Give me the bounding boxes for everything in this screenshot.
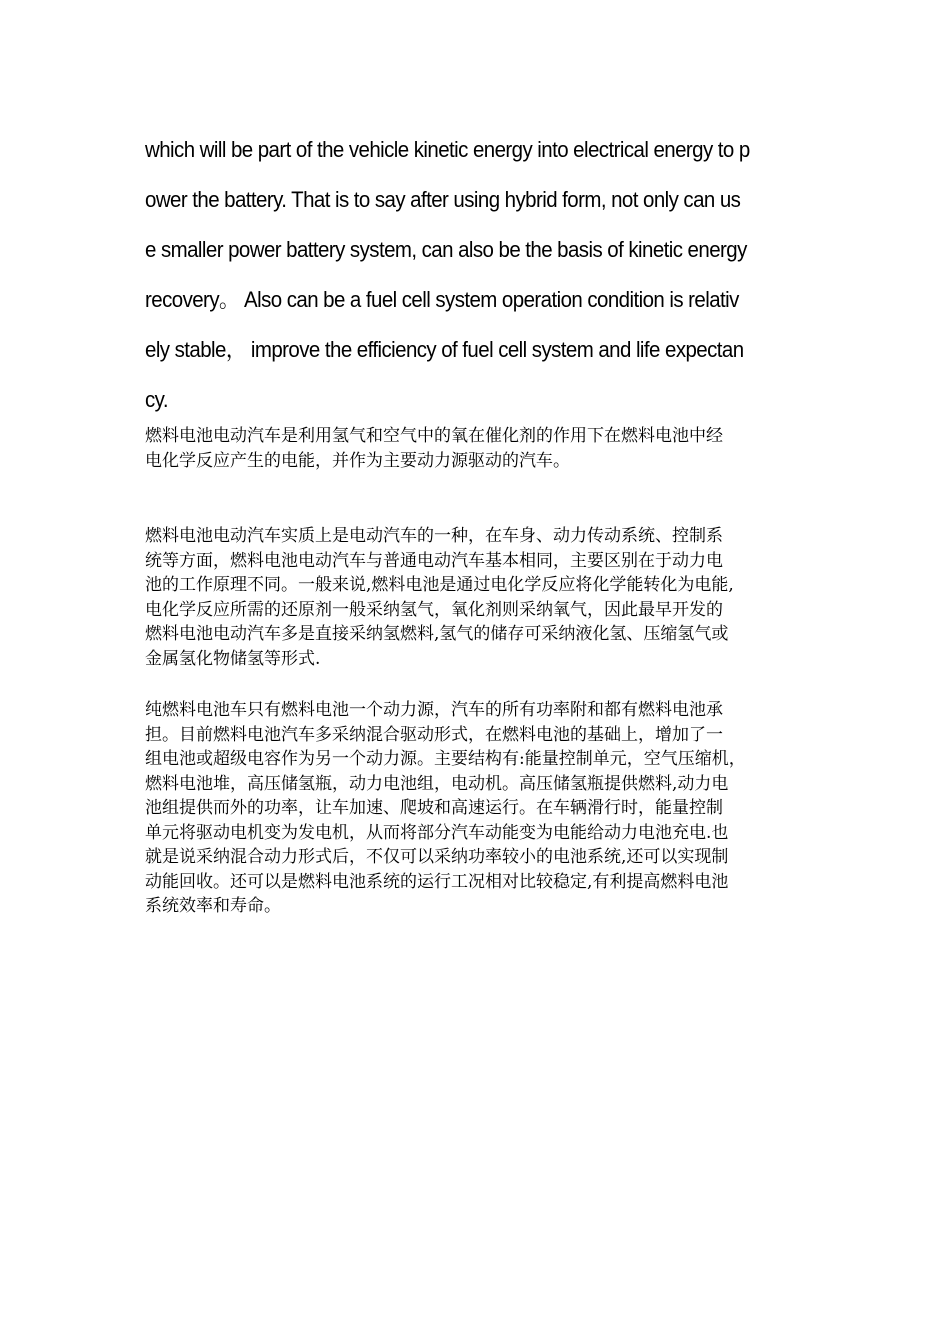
chinese-line: 动能回收。还可以是燃料电池系统的运行工况相对比较稳定,有利提高燃料电池 xyxy=(145,871,729,892)
english-line: ower the battery. That is to say after using hybrid form, not only can us xyxy=(145,187,741,212)
english-line: which will be part of the vehicle kinetic energy into electrical energy to p xyxy=(145,137,750,162)
english-line: cy. xyxy=(145,387,168,412)
english-line: ely stable， improve the efficiency of fuel cell system and life expectan xyxy=(145,337,744,362)
chinese-line: 燃料电池堆，高压储氢瓶，动力电池组，电动机。高压储氢瓶提供燃料,动力电 xyxy=(145,773,729,794)
chinese-line: 就是说采纳混合动力形式后，不仅可以采纳功率较小的电池系统,还可以实现制 xyxy=(145,847,729,867)
english-paragraph xyxy=(145,130,777,430)
chinese-line: 组电池或超级电容作为另一个动力源。主要结构有:能量控制单元，空气压缩机， xyxy=(145,749,746,769)
chinese-line: 单元将驱动电机变为发电机，从而将部分汽车动能变为电能给动力电池充电.也 xyxy=(145,822,729,843)
chinese-paragraph-definition xyxy=(145,424,825,473)
chinese-line: 统等方面，燃料电池电动汽车与普通电动汽车基本相同，主要区别在于动力电 xyxy=(145,550,723,571)
english-line: e smaller power battery system, can also be the basis of kinetic energy xyxy=(145,237,747,262)
chinese-line: 金属氢化物储氢等形式. xyxy=(145,648,321,669)
chinese-line: 担。目前燃料电池汽车多采纳混合驱动形式，在燃料电池的基础上，增加了一 xyxy=(145,724,723,745)
chinese-line: 电化学反应所需的还原剂一般采纳氢气，氧化剂则采纳氧气，因此最早开发的 xyxy=(145,599,723,620)
chinese-line: 纯燃料电池车只有燃料电池一个动力源，汽车的所有功率附和都有燃料电池承 xyxy=(145,700,723,720)
chinese-line: 池组提供而外的功率，让车加速、爬坡和高速运行。在车辆滑行时，能量控制 xyxy=(145,798,723,818)
chinese-paragraph-structure xyxy=(145,698,825,919)
chinese-line: 燃料电池电动汽车是利用氢气和空气中的氧在催化剂的作用下在燃料电池中经 xyxy=(145,426,723,446)
chinese-line: 燃料电池电动汽车多是直接采纳氢燃料,氢气的储存可采纳液化氢、压缩氢气或 xyxy=(145,624,729,644)
chinese-line: 电化学反应产生的电能，并作为主要动力源驱动的汽车。 xyxy=(145,450,570,471)
chinese-paragraph-principle xyxy=(145,524,825,671)
chinese-line: 系统效率和寿命。 xyxy=(145,896,281,916)
english-line: recovery。 Also can be a fuel cell system operation condition is relativ xyxy=(145,287,739,312)
chinese-line: 池的工作原理不同。一般来说,燃料电池是通过电化学反应将化学能转化为电能, xyxy=(145,575,734,595)
chinese-line: 燃料电池电动汽车实质上是电动汽车的一种，在车身、动力传动系统、控制系 xyxy=(145,526,723,546)
